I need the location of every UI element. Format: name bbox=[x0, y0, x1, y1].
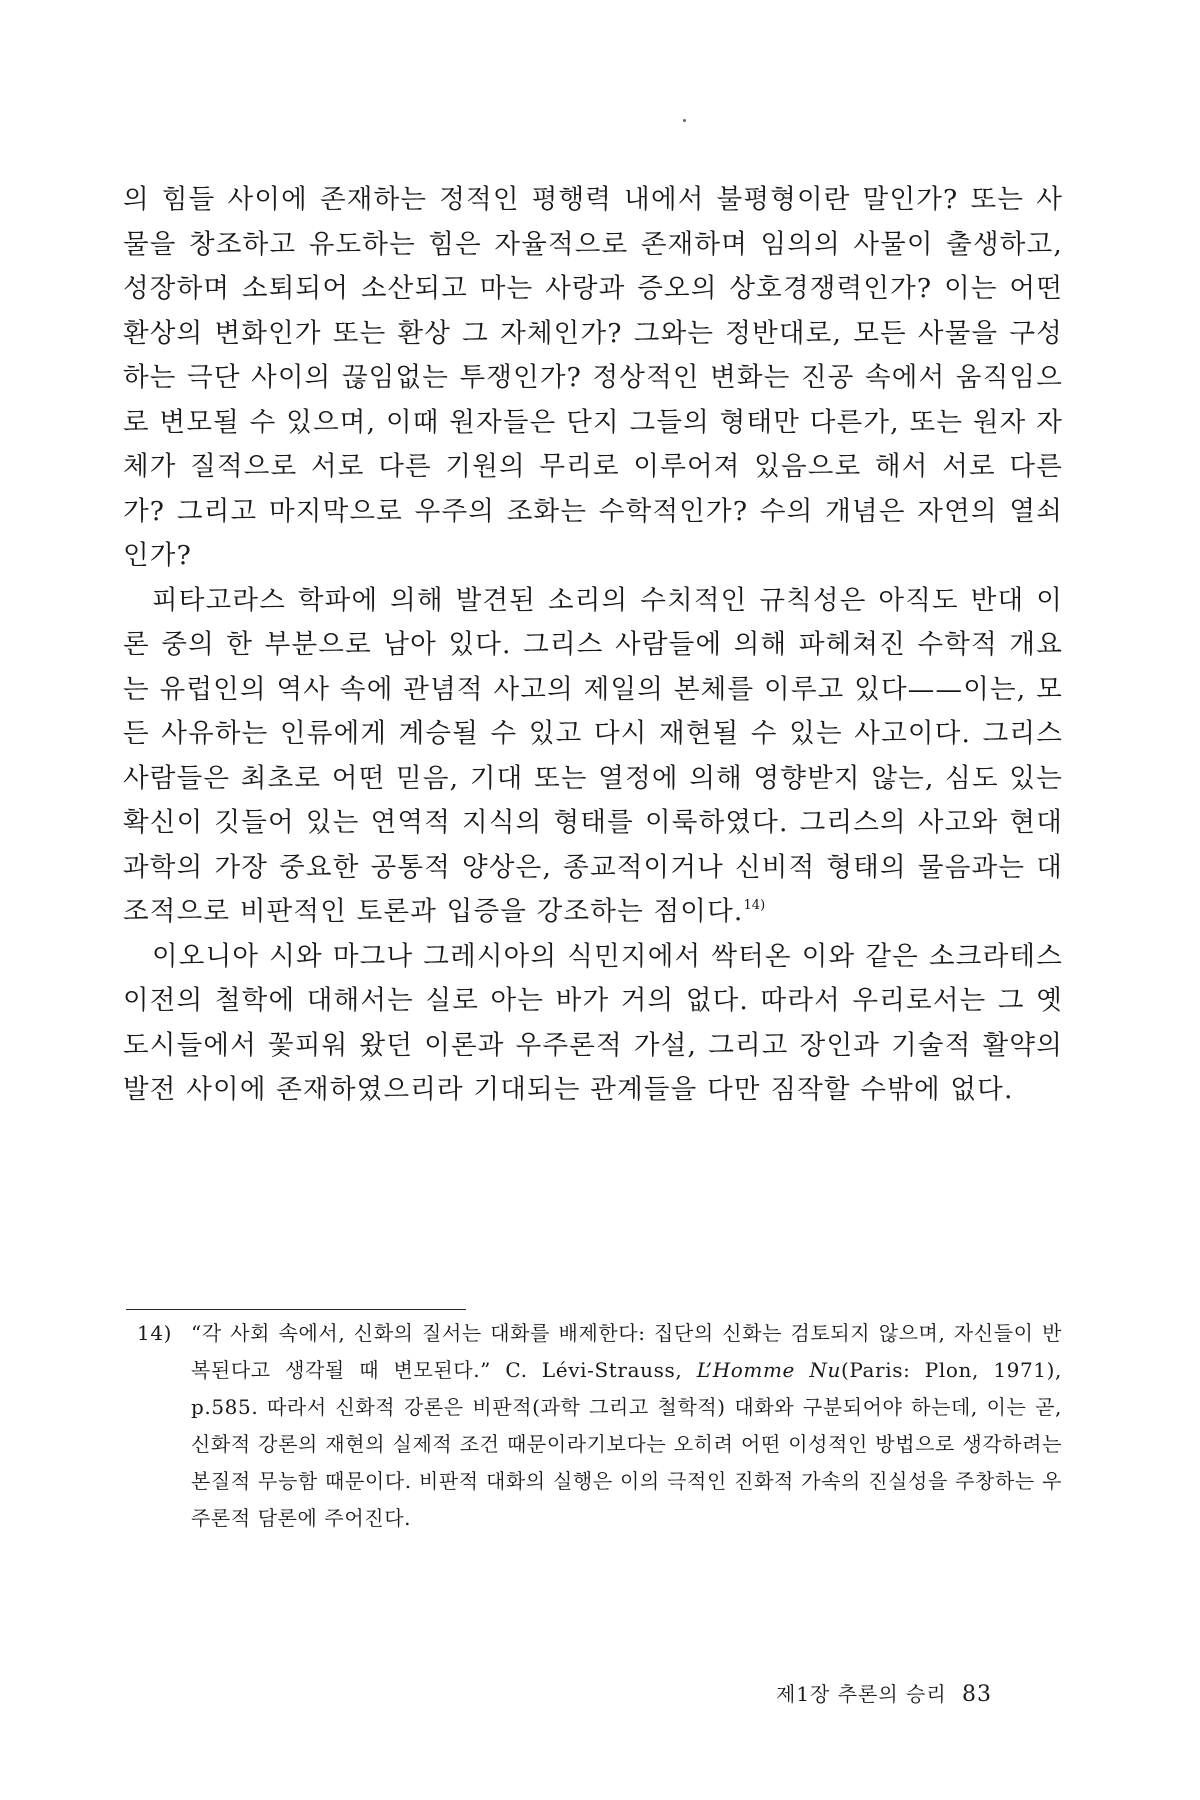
paragraph-2-text: 피타고라스 학파에 의해 발견된 소리의 수치적인 규칙성은 아직도 반대 이론 중의 한 부분으로 남아 있다. 그리스 사람들에 의해 파헤쳐진 수학적 개요는 유럽인의 역사 속에 관념적 사고의 제일의 본체를 이루고 있다——이는, 모든 사유하는 인류에게 계승될 수 있고 다시 재현될 수 있는 사고이다. 그리스 사람들은 최초로 어떤 믿음, 기대 또는 열정에 의해 영향받지 않는, 심도 있는 확신이 깃들어 있는 연역적 지식의 형태를 이룩하였다. 그리스의 사고와 현대과학의 가장 중요한 공통적 양상은, 종교적이거나 신비적 형태의 물음과는 대조적으로 비판적인 토론과 입증을 강조하는 점이다. bbox=[123, 584, 1063, 927]
footnote-number: 14) bbox=[137, 1321, 173, 1345]
page-number: 83 bbox=[962, 1682, 993, 1707]
running-footer bbox=[776, 1678, 992, 1707]
paragraph-2 bbox=[123, 579, 1063, 935]
main-text bbox=[123, 178, 1063, 1113]
paragraph-3: 이오니아 시와 마그나 그레시아의 식민지에서 싹터온 이와 같은 소크라테스 이전의 철학에 대해서는 실로 아는 바가 거의 없다. 따라서 우리로서는 그 옛 도시들에서 꽃피워 왔던 이론과 우주론적 가설, 그리고 장인과 기술적 활약의 발전 사이에 존재하였으리라 기대되는 관계들을 다만 짐작할 수밖에 없다. bbox=[123, 940, 1063, 1105]
footnote-text-part-1: “각 사회 속에서, 신화의 질서는 대화를 배제한다: 집단의 신화는 검토되지 않으며, 자신들이 반복된다고 생각될 때 변모된다.” C. Lévi-Strauss, bbox=[191, 1321, 1062, 1382]
chapter-title: 제1장 추론의 승리 bbox=[776, 1682, 947, 1706]
footnote-text-part-2: (Paris: Plon, 1971), p.585. 따라서 신화적 강론은 비판적(과학 그리고 철학적) 대화와 구분되어야 하는데, 이는 곧, 신화적 강론의 재현의 실제적 조건 때문이라기보다는 오히려 어떤 이성적인 방법으로 생각하려는 본질적 무능함 때문이다. 비판적 대화의 실행은 이의 극적인 진화적 가속의 진실성을 주창하는 우주론적 담론에 주어진다. bbox=[191, 1358, 1062, 1530]
paragraph-1: 의 힘들 사이에 존재하는 정적인 평행력 내에서 불평형이란 말인가? 또는 사물을 창조하고 유도하는 힘은 자율적으로 존재하며 임의의 사물이 출생하고, 성장하며 소퇴되어 소산되고 마는 사랑과 증오의 상호경쟁력인가? 이는 어떤 환상의 변화인가 또는 환상 그 자체인가? 그와는 정반대로, 모든 사물을 구성하는 극단 사이의 끊임없는 투쟁인가? 정상적인 변화는 진공 속에서 움직임으로 변모될 수 있으며, 이때 원자들은 단지 그들의 형태만 다른가, 또는 원자 자체가 질적으로 서로 다른 기원의 무리로 이루어져 있음으로 해서 서로 다른가? 그리고 마지막으로 우주의 조화는 수학적인가? 수의 개념은 자연의 열쇠인가? bbox=[123, 184, 1063, 571]
footnote-reference-14[interactable]: 14) bbox=[743, 898, 766, 913]
scan-speck bbox=[683, 119, 686, 122]
footnote-body bbox=[191, 1315, 1062, 1537]
footnote-14 bbox=[137, 1315, 1062, 1530]
footnote-divider bbox=[126, 1309, 466, 1310]
footnote-cited-title: L’Homme Nu bbox=[696, 1358, 841, 1382]
